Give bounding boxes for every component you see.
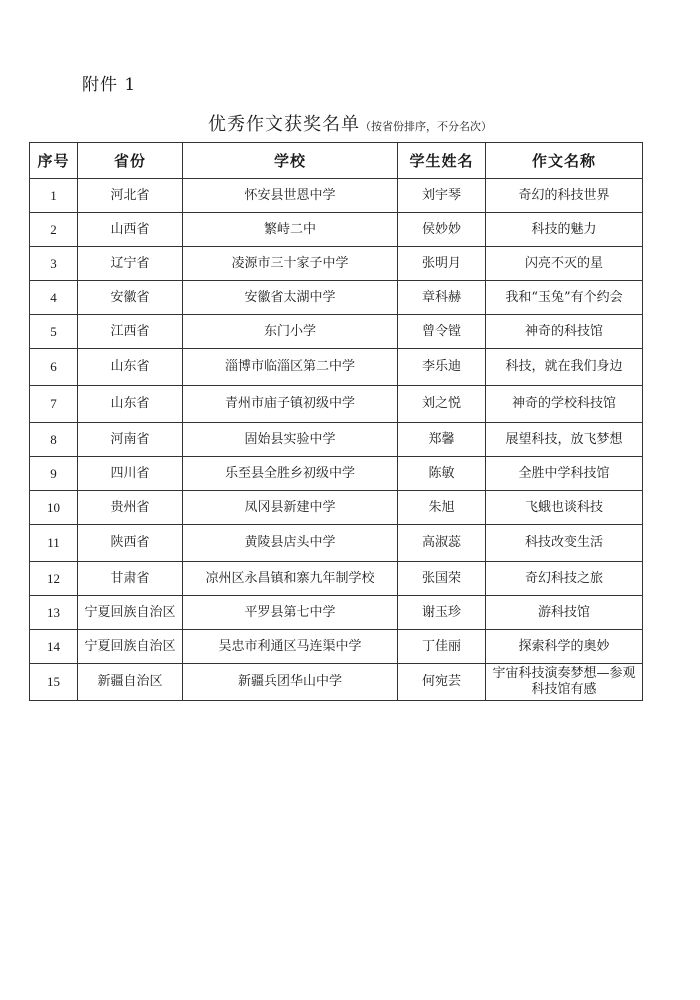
title-note: （按省份排序，不分名次） (360, 120, 492, 133)
cell-essay-title: 我和“玉兔”有个约会 (486, 281, 643, 315)
cell-index: 6 (30, 349, 78, 386)
cell-school: 黄陵县店头中学 (183, 525, 398, 562)
cell-school: 安徽省太湖中学 (183, 281, 398, 315)
cell-province: 江西省 (78, 315, 183, 349)
cell-school: 固始县实验中学 (183, 423, 398, 457)
cell-school: 凌源市三十家子中学 (183, 247, 398, 281)
cell-student: 何宛芸 (398, 664, 486, 701)
cell-essay-title: 探索科学的奥妙 (486, 630, 643, 664)
cell-student: 章科赫 (398, 281, 486, 315)
cell-student: 郑馨 (398, 423, 486, 457)
header-province: 省份 (78, 143, 183, 179)
cell-index: 9 (30, 457, 78, 491)
cell-essay-title: 展望科技，放飞梦想 (486, 423, 643, 457)
cell-essay-title: 科技改变生活 (486, 525, 643, 562)
cell-index: 3 (30, 247, 78, 281)
cell-essay-title: 闪亮不灭的星 (486, 247, 643, 281)
cell-school: 淄博市临淄区第二中学 (183, 349, 398, 386)
cell-school: 东门小学 (183, 315, 398, 349)
cell-school: 怀安县世恩中学 (183, 179, 398, 213)
cell-index: 4 (30, 281, 78, 315)
cell-student: 高淑蕊 (398, 525, 486, 562)
cell-essay-title: 奇幻科技之旅 (486, 562, 643, 596)
table-row (30, 315, 643, 349)
cell-index: 15 (30, 664, 78, 701)
cell-student: 朱旭 (398, 491, 486, 525)
cell-school: 青州市庙子镇初级中学 (183, 386, 398, 423)
cell-province: 山东省 (78, 386, 183, 423)
table-row (30, 247, 643, 281)
cell-essay-title: 神奇的学校科技馆 (486, 386, 643, 423)
cell-index: 5 (30, 315, 78, 349)
cell-essay-title: 神奇的科技馆 (486, 315, 643, 349)
header-index: 序号 (30, 143, 78, 179)
cell-student: 张国荣 (398, 562, 486, 596)
cell-school: 吴忠市利通区马连渠中学 (183, 630, 398, 664)
cell-essay-title: 全胜中学科技馆 (486, 457, 643, 491)
table-row (30, 491, 643, 525)
cell-student: 侯妙妙 (398, 213, 486, 247)
cell-index: 11 (30, 525, 78, 562)
cell-essay-title: 宇宙科技演奏梦想—参观科技馆有感 (486, 664, 643, 701)
table-row (30, 596, 643, 630)
cell-province: 山东省 (78, 349, 183, 386)
cell-school: 繁峙二中 (183, 213, 398, 247)
cell-index: 10 (30, 491, 78, 525)
cell-student: 李乐迪 (398, 349, 486, 386)
cell-student: 张明月 (398, 247, 486, 281)
cell-province: 河北省 (78, 179, 183, 213)
table-row (30, 630, 643, 664)
table-row (30, 213, 643, 247)
cell-essay-title: 飞蛾也谈科技 (486, 491, 643, 525)
cell-essay-title: 科技的魅力 (486, 213, 643, 247)
header-school: 学校 (183, 143, 398, 179)
table-row (30, 349, 643, 386)
header-student: 学生姓名 (398, 143, 486, 179)
table-row (30, 386, 643, 423)
header-essay-title: 作文名称 (486, 143, 643, 179)
table-row (30, 423, 643, 457)
table-row (30, 664, 643, 701)
cell-province: 宁夏回族自治区 (78, 630, 183, 664)
cell-student: 曾令镗 (398, 315, 486, 349)
cell-index: 1 (30, 179, 78, 213)
table-row (30, 525, 643, 562)
table-row (30, 457, 643, 491)
cell-student: 刘之悦 (398, 386, 486, 423)
cell-province: 贵州省 (78, 491, 183, 525)
cell-essay-title: 游科技馆 (486, 596, 643, 630)
attachment-label: 附件 1 (82, 75, 137, 95)
cell-province: 陕西省 (78, 525, 183, 562)
cell-index: 8 (30, 423, 78, 457)
cell-school: 乐至县全胜乡初级中学 (183, 457, 398, 491)
cell-province: 甘肃省 (78, 562, 183, 596)
cell-student: 谢玉珍 (398, 596, 486, 630)
table-header-row (30, 143, 643, 179)
cell-index: 2 (30, 213, 78, 247)
cell-school: 凉州区永昌镇和寨九年制学校 (183, 562, 398, 596)
cell-school: 新疆兵团华山中学 (183, 664, 398, 701)
table-row (30, 179, 643, 213)
cell-student: 丁佳丽 (398, 630, 486, 664)
table-row (30, 281, 643, 315)
cell-index: 7 (30, 386, 78, 423)
cell-province: 四川省 (78, 457, 183, 491)
cell-index: 13 (30, 596, 78, 630)
cell-province: 安徽省 (78, 281, 183, 315)
awards-table (29, 142, 643, 701)
title-text: 优秀作文获奖名单 (208, 114, 360, 135)
cell-student: 陈敏 (398, 457, 486, 491)
cell-province: 河南省 (78, 423, 183, 457)
cell-province: 新疆自治区 (78, 664, 183, 701)
cell-school: 平罗县第七中学 (183, 596, 398, 630)
cell-student: 刘宇琴 (398, 179, 486, 213)
cell-index: 12 (30, 562, 78, 596)
cell-province: 山西省 (78, 213, 183, 247)
cell-province: 宁夏回族自治区 (78, 596, 183, 630)
table-row (30, 562, 643, 596)
cell-essay-title: 奇幻的科技世界 (486, 179, 643, 213)
cell-index: 14 (30, 630, 78, 664)
cell-school: 凤冈县新建中学 (183, 491, 398, 525)
document-title (0, 110, 700, 136)
cell-province: 辽宁省 (78, 247, 183, 281)
cell-essay-title: 科技，就在我们身边 (486, 349, 643, 386)
